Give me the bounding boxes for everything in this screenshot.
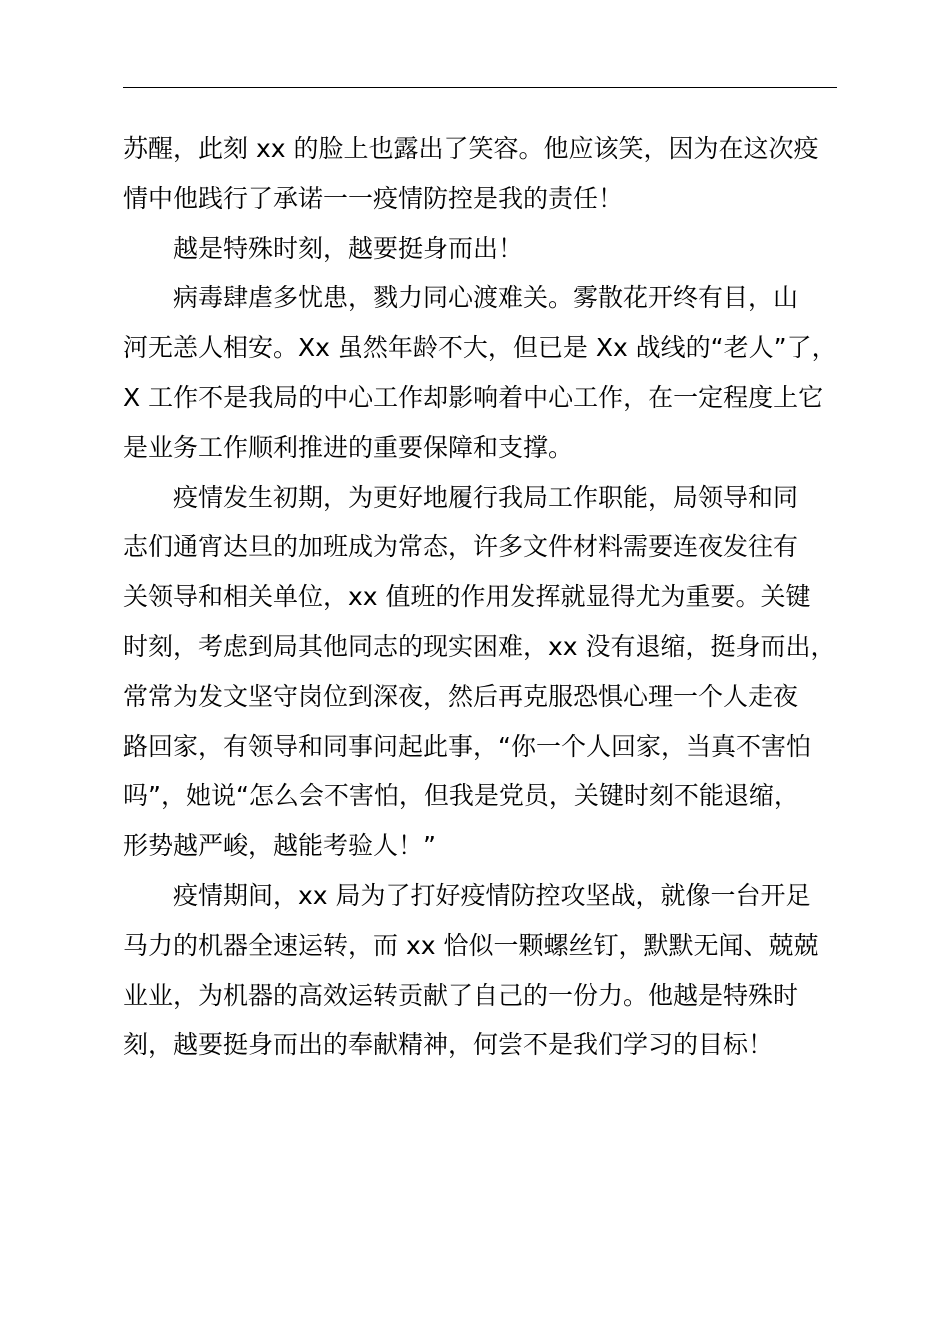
text-line: 时刻，考虑到局其他同志的现实困难，xx 没有退缩，挺身而出， xyxy=(123,631,836,661)
document-body xyxy=(123,124,859,1070)
header-rule xyxy=(123,87,837,88)
text-line: 路回家，有领导和同事问起此事，“你一个人回家，当真不害怕 xyxy=(123,731,811,761)
text-line: 疫情发生初期，为更好地履行我局工作职能，局领导和同 xyxy=(173,482,799,512)
text-line: 苏醒，此刻 xx 的脸上也露出了笑容。他应该笑，因为在这次疫 xyxy=(123,134,819,163)
text-line: 业业，为机器的高效运转贡献了自己的一份力。他越是特殊时 xyxy=(123,980,799,1010)
text-line: 常常为发文坚守岗位到深夜，然后再克服恐惧心理一个人走夜 xyxy=(123,681,799,711)
text-line: 刻，越要挺身而出的奉献精神，何尝不是我们学习的目标！ xyxy=(123,1030,774,1060)
text-line: 情中他践行了承诺一一疫情防控是我的责任！ xyxy=(123,183,624,213)
text-line: 吗”，她说“怎么会不害怕，但我是党员，关键时刻不能退缩， xyxy=(123,781,799,811)
text-line: 河无恙人相安。Xx 虽然年龄不大，但已是 Xx 战线的“老人”了， xyxy=(123,333,837,363)
text-line: X 工作不是我局的中心工作却影响着中心工作，在一定程度上它 xyxy=(123,382,824,412)
text-line: 关领导和相关单位，xx 值班的作用发挥就显得尤为重要。关键 xyxy=(123,582,811,612)
text-line: 马力的机器全速运转，而 xx 恰似一颗螺丝钉，默默无闻、兢兢 xyxy=(123,930,819,960)
text-line: 是业务工作顺利推进的重要保障和支撑。 xyxy=(123,432,574,462)
text-line: 病毒肆虐多忧患，戮力同心渡难关。雾散花开终有目，山 xyxy=(173,283,799,313)
text-line: 形势越严峻，越能考验人！” xyxy=(123,831,436,861)
text-line: 越是特殊时刻，越要挺身而出！ xyxy=(173,233,524,263)
text-line: 疫情期间，xx 局为了打好疫情防控攻坚战，就像一台开足 xyxy=(173,880,811,910)
text-line: 志们通宵达旦的加班成为常态，许多文件材料需要连夜发往有 xyxy=(123,532,799,562)
